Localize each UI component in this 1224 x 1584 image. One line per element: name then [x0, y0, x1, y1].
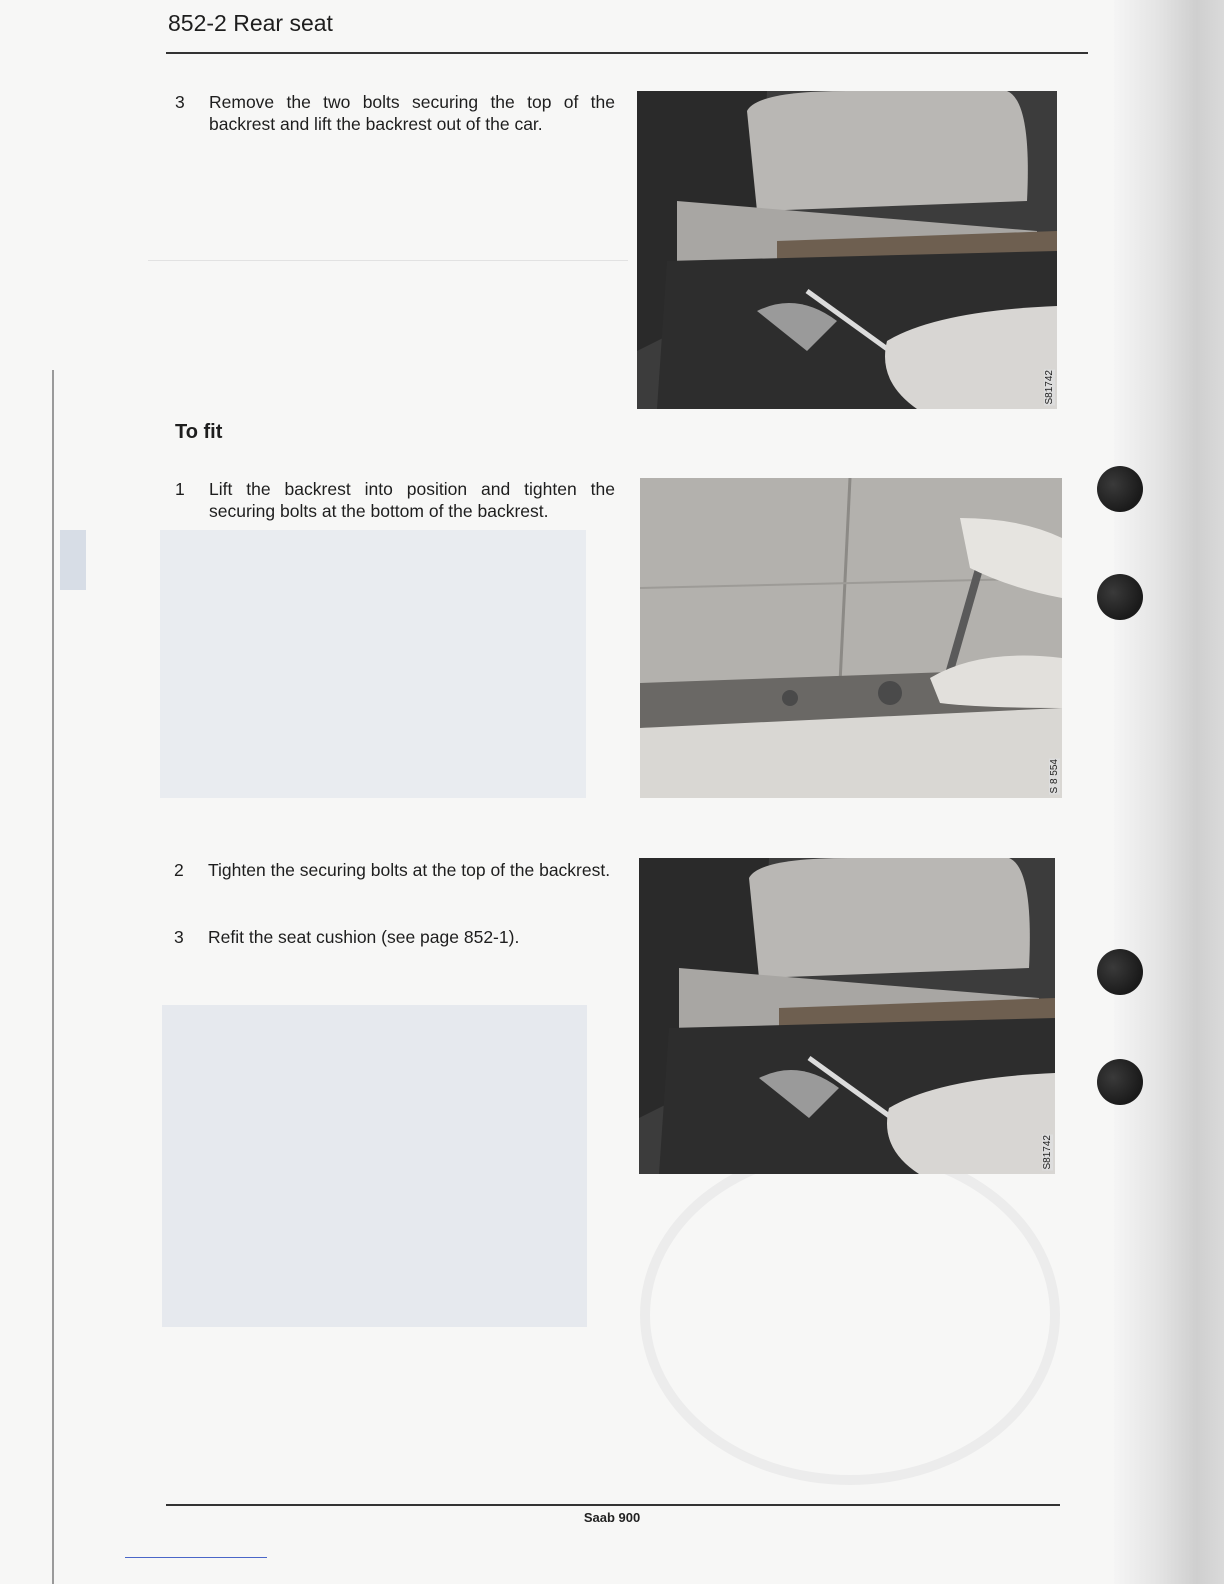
step-item — [174, 926, 614, 948]
footer-rule — [166, 1504, 1060, 1506]
photo-code: S81742 — [1044, 369, 1055, 404]
punch-hole — [1097, 574, 1143, 620]
bleed-through-line — [148, 260, 628, 261]
bleed-through-area — [162, 1005, 587, 1327]
photo-illustration — [640, 478, 1062, 798]
step-text: Remove the two bolts securing the top of the backrest and lift the backrest out of the car. — [209, 92, 615, 134]
bleed-through-diagram — [640, 1145, 1060, 1485]
step-number: 3 — [175, 92, 185, 112]
backrest-top-bolt-photo — [639, 858, 1055, 1174]
punch-hole — [1097, 466, 1143, 512]
header-rule — [166, 52, 1088, 54]
punch-hole — [1097, 1059, 1143, 1105]
photo-code: S 8 554 — [1049, 758, 1060, 793]
backrest-bottom-bolt-photo — [640, 478, 1062, 798]
step-number: 2 — [174, 860, 184, 880]
section-heading: To fit — [175, 421, 223, 443]
photo-code: S81742 — [1042, 1134, 1053, 1169]
footer-text: Saab 900 — [583, 1510, 641, 1525]
step-item — [174, 859, 614, 881]
bleed-through-area — [160, 530, 586, 798]
step-item — [175, 478, 615, 522]
step-item — [175, 91, 615, 135]
left-margin-tab — [60, 530, 86, 590]
binding-edge-shadow — [1114, 0, 1224, 1584]
step-number: 1 — [175, 479, 185, 499]
page-title: 852-2 Rear seat — [168, 10, 333, 36]
step-text: Tighten the securing bolts at the top of the backrest. — [208, 860, 611, 880]
photo-illustration — [637, 91, 1057, 409]
step-number: 3 — [174, 927, 184, 947]
scan-mark-line — [125, 1557, 267, 1558]
step-text: Lift the backrest into position and tighten the securing bolts at the bottom of the backrest. — [209, 479, 615, 521]
punch-hole — [1097, 949, 1143, 995]
photo-illustration — [639, 858, 1055, 1174]
step-text: Refit the seat cushion (see page 852-1). — [208, 927, 520, 947]
left-margin-rule — [52, 370, 54, 1584]
backrest-top-bolt-photo — [637, 91, 1057, 409]
